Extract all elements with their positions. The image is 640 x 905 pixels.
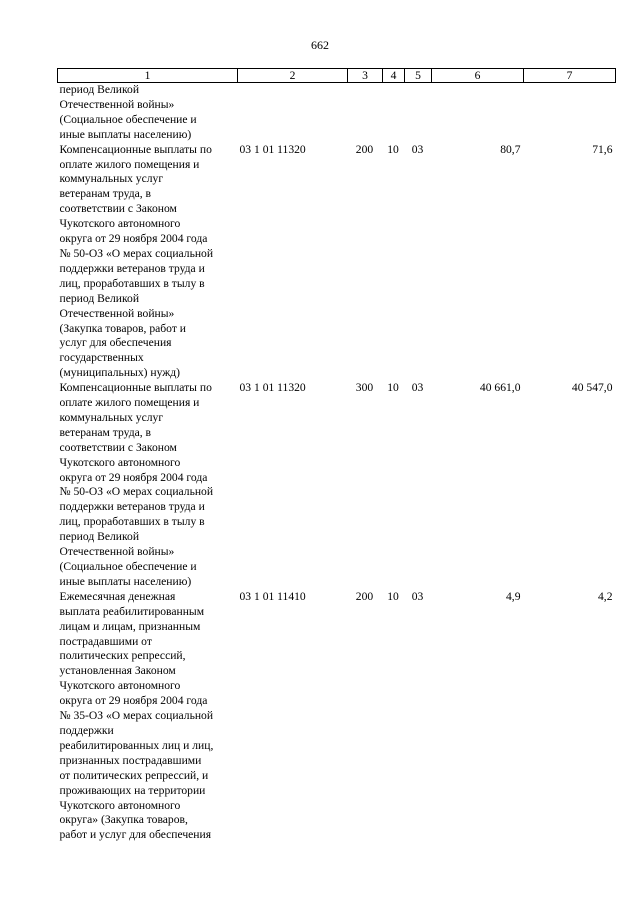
- description-line: Компенсационные выплаты по: [59, 381, 212, 395]
- row-expense-type: 200: [355, 589, 374, 603]
- description-line: Ежемесячная денежная: [59, 589, 176, 603]
- description-line: № 50-ОЗ «О мерах социальной: [59, 485, 214, 499]
- description-line: соответствии с Законом: [59, 202, 177, 216]
- description-line: оплате жилого помещения и: [59, 396, 200, 410]
- row-amount-2: [524, 83, 616, 143]
- row-expense-type: [348, 83, 383, 143]
- row-description: [58, 143, 238, 382]
- row-amount-1: 80,7: [500, 142, 521, 156]
- row-target-code: 03 1 01 11320: [239, 381, 306, 395]
- description-line: Чукотского автономного: [59, 679, 181, 693]
- description-line: оплате жилого помещения и: [59, 157, 200, 171]
- column-header: 1: [58, 69, 238, 83]
- row-description: [58, 83, 238, 143]
- description-line: Отечественной войны»: [59, 545, 175, 559]
- description-line: период Великой: [59, 83, 140, 96]
- description-line: установленная Законом: [59, 664, 176, 678]
- description-line: выплата реабилитированным: [59, 604, 205, 618]
- description-line: работ и услуг для обеспечения: [59, 828, 212, 842]
- row-description: [58, 590, 238, 843]
- table-row: [58, 83, 616, 143]
- row-description: [58, 381, 238, 590]
- row-target-code: [238, 83, 348, 143]
- row-amount-1: 40 661,0: [479, 381, 521, 395]
- description-line: округа от 29 ноября 2004 года: [59, 694, 208, 708]
- description-line: коммунальных услуг: [59, 410, 164, 424]
- row-expense-type: 200: [355, 142, 374, 156]
- row-subsection: [405, 83, 432, 143]
- row-subsection: 03: [411, 381, 424, 395]
- description-line: политических репрессий,: [59, 649, 186, 663]
- table-row: [58, 590, 616, 843]
- description-line: (Социальное обеспечение и: [59, 560, 197, 573]
- description-line: проживающих на территории: [59, 783, 206, 797]
- table-row: [58, 381, 616, 590]
- description-line: Чукотского автономного: [59, 455, 181, 469]
- description-line: округа от 29 ноября 2004 года: [59, 470, 208, 484]
- row-target-code: 03 1 01 11320: [239, 142, 306, 156]
- description-line: лицам и лицам, признанным: [59, 619, 201, 633]
- description-line: иные выплаты населению): [59, 127, 192, 141]
- description-line: № 50-ОЗ «О мерах социальной: [59, 246, 214, 260]
- row-section: 10: [387, 142, 399, 156]
- description-line: Компенсационные выплаты по: [59, 142, 212, 156]
- column-header: 6: [432, 69, 524, 83]
- description-line: поддержки: [59, 723, 114, 737]
- row-section: [383, 83, 405, 143]
- description-line: соответствии с Законом: [59, 440, 177, 454]
- row-section: 10: [387, 381, 399, 395]
- description-line: ветеранам труда, в: [59, 187, 152, 201]
- row-amount-2: 4,2: [598, 589, 613, 603]
- description-line: признанных пострадавшими: [59, 753, 202, 767]
- description-line: № 35-ОЗ «О мерах социальной: [59, 709, 214, 723]
- description-line: услуг для обеспечения: [59, 336, 172, 350]
- row-target-code: 03 1 01 11410: [239, 589, 306, 603]
- table-row: [58, 143, 616, 382]
- description-line: Отечественной войны»: [59, 97, 175, 111]
- description-line: период Великой: [59, 291, 140, 305]
- description-line: реабилитированных лиц и лиц,: [59, 738, 214, 752]
- description-line: Чукотского автономного: [59, 798, 181, 812]
- description-line: поддержки ветеранов труда и: [59, 500, 205, 514]
- description-line: лиц, проработавших в тылу в: [59, 515, 205, 529]
- description-line: ветеранам труда, в: [59, 425, 152, 439]
- description-line: округа от 29 ноября 2004 года: [59, 232, 208, 246]
- page-number: 662: [311, 38, 329, 52]
- description-line: поддержки ветеранов труда и: [59, 261, 205, 275]
- table-header-row: [58, 69, 616, 83]
- description-line: от политических репрессий, и: [59, 768, 209, 782]
- column-header: 2: [238, 69, 348, 83]
- budget-table: [57, 68, 616, 843]
- description-line: округа» (Закупка товаров,: [59, 813, 188, 827]
- description-line: пострадавшими от: [59, 634, 152, 648]
- row-subsection: 03: [411, 142, 424, 156]
- description-line: (муниципальных) нужд): [59, 366, 181, 380]
- description-line: коммунальных услуг: [59, 172, 164, 186]
- row-amount-2: 40 547,0: [571, 381, 613, 395]
- row-section: 10: [387, 589, 399, 603]
- description-line: период Великой: [59, 530, 140, 544]
- row-amount-1: [432, 83, 524, 143]
- column-header: 5: [405, 69, 432, 83]
- row-amount-2: 71,6: [592, 142, 613, 156]
- column-header: 7: [524, 69, 616, 83]
- row-subsection: 03: [411, 589, 424, 603]
- description-line: Отечественной войны»: [59, 306, 175, 320]
- column-header: 3: [348, 69, 383, 83]
- description-line: иные выплаты населению): [59, 574, 192, 588]
- row-amount-1: 4,9: [506, 589, 521, 603]
- description-line: (Социальное обеспечение и: [59, 112, 197, 126]
- description-line: государственных: [59, 351, 144, 365]
- description-line: лиц, проработавших в тылу в: [59, 276, 205, 290]
- column-header: 4: [383, 69, 405, 83]
- row-expense-type: 300: [355, 381, 374, 395]
- description-line: Чукотского автономного: [59, 217, 181, 231]
- description-line: (Закупка товаров, работ и: [59, 321, 186, 335]
- table-body: [58, 83, 616, 844]
